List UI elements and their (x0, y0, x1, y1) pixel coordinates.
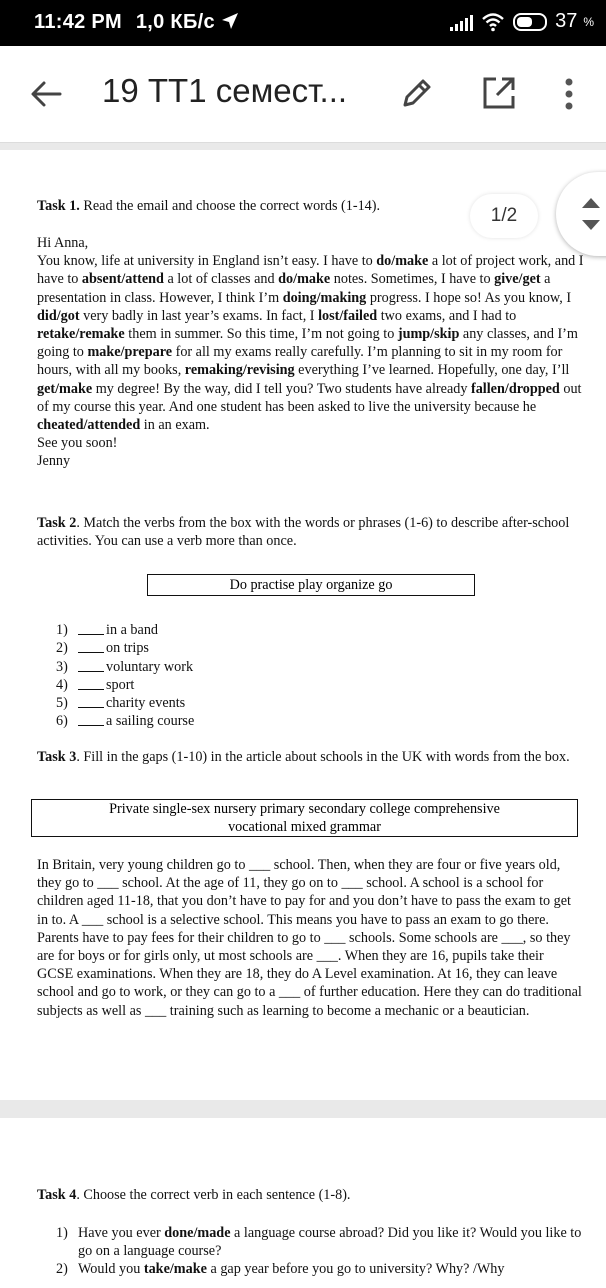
task3-label: Task 3 (37, 749, 77, 765)
list-item (56, 1224, 586, 1260)
scroll-up-down-icon (580, 194, 602, 234)
task2-list (56, 621, 194, 731)
blank-line (78, 658, 104, 672)
battery-percent-sign: % (583, 14, 594, 29)
item-text: in a band (106, 622, 159, 638)
battery-icon (513, 13, 547, 31)
back-arrow-icon[interactable] (28, 76, 64, 112)
wifi-icon (481, 12, 505, 32)
list-item (56, 658, 194, 676)
email-body: Hi Anna, You know, life at university in England isn’t easy. I have to do/make a lot of project work, and I have to absent/attend a lot of classes and do/make notes. Sometimes, I have to give/get a presentation in class. However, I think I’m doing/making progress. I hope so! As you know, I did/got very badly in last year’s exams. In fact, I lost/failed two exams, and I had to retake/remake them in summer. So this time, I’m not going to jump/skip any classes, and I’m going to make/prepare for all my exams really carefully. I’m planning to sit in my room for hours, with all my books, remaking/revising everything I’ve learned. Hopefully, one day, I’ll get/make my degree! By the way, did I tell you? Two students have already fallen/dropped out of my course this year. And one student has been asked to live the university because he cheated/attended in an exam. See you soon! Jenny (37, 235, 584, 470)
more-vert-icon[interactable] (554, 74, 584, 114)
item-text: Would you take/make a gap year before you go to university? Why? /Why (78, 1261, 505, 1278)
list-item (56, 1260, 586, 1278)
item-number: 1) (56, 1225, 68, 1241)
item-number: 5) (56, 695, 68, 712)
item-text: charity events (106, 695, 186, 712)
app-bar (0, 46, 606, 143)
task2-heading (37, 514, 587, 550)
word-box-line-1: Private single-sex nursery primary secondary college comprehensive (109, 801, 500, 817)
task2-verb-box: Do practise play organize go (147, 574, 475, 596)
item-text: a sailing course (106, 713, 195, 730)
word-box-line-2: vocational mixed grammar (228, 819, 381, 835)
status-time: 11:42 PM (34, 11, 123, 33)
task3-heading (37, 748, 587, 766)
blank-line (78, 712, 104, 726)
status-left (34, 11, 239, 34)
blank-line (78, 639, 104, 653)
network-speed: 1,0 КБ/с (135, 11, 215, 33)
item-number: 1) (56, 622, 68, 638)
blank-line (78, 676, 104, 690)
task4-heading (37, 1186, 587, 1204)
list-item (56, 676, 194, 694)
location-arrow-icon (221, 12, 239, 30)
task3-article: In Britain, very young children go to ___ school. Then, when they are four or five years old, they go to ___ school. At the age of 11, they go on to ___ school. A school is a school for children aged 11-18, that you don’t have to pay for and you don’t have to pass the exam to get in to. A ___ school is a selective school. This means you have to pass an exam to go there. Parents have to pay fees for their children to go to ___ schools. Some schools are ___, so they are for boys or for girls only, ut most schools are ___. When they are 16, pupils take their GCSE examinations. When they are 18, they do A Level examination. At 16, they can leave school and go to work, or they can go to a ___ of further education. Here they can do traditional subjects as well as ___ training such as learning to become a mechanic or a beautician. (37, 857, 582, 1019)
task1-label: Task 1. (37, 198, 80, 214)
task3-instruction: . Fill in the gaps (1-10) in the article about schools in the UK with words from the box. (76, 749, 570, 765)
task2-label: Task 2 (37, 515, 77, 531)
item-number: 4) (56, 676, 68, 693)
task4-label: Task 4 (37, 1187, 77, 1203)
edit-pencil-icon[interactable] (398, 74, 436, 112)
list-item (56, 621, 194, 639)
status-right (450, 10, 594, 33)
list-item (56, 712, 194, 730)
document-title: 19 ТТ1 семест... (102, 72, 348, 109)
item-text: voluntary work (106, 658, 194, 675)
blank-line (78, 621, 104, 635)
item-number: 2) (56, 640, 68, 657)
item-text: Have you ever done/made a language course abroad? Did you like it? Would you like to go on a language course? (78, 1225, 582, 1260)
status-bar (0, 0, 606, 46)
open-external-icon[interactable] (480, 74, 518, 112)
page-indicator: 1/2 (470, 194, 538, 238)
item-text: sport (106, 676, 135, 693)
blank-line (78, 694, 104, 708)
item-number: 6) (56, 713, 68, 730)
item-number: 2) (56, 1261, 68, 1278)
task1-email (37, 234, 587, 471)
task3-word-box (31, 799, 578, 837)
signal-icon (450, 13, 473, 31)
list-item (56, 639, 194, 657)
task4-instruction: . Choose the correct verb in each sentence (1-8). (76, 1187, 351, 1203)
item-number: 3) (56, 658, 68, 675)
list-item (56, 694, 194, 712)
task1-instruction: Read the email and choose the correct words (1-14). (83, 198, 381, 214)
task4-list (56, 1224, 586, 1279)
battery-level: 37 (555, 10, 578, 32)
task2-instruction: . Match the verbs from the box with the words or phrases (1-6) to describe after-school activities. You can use a verb more than once. (37, 515, 570, 550)
item-text: on trips (106, 640, 149, 657)
